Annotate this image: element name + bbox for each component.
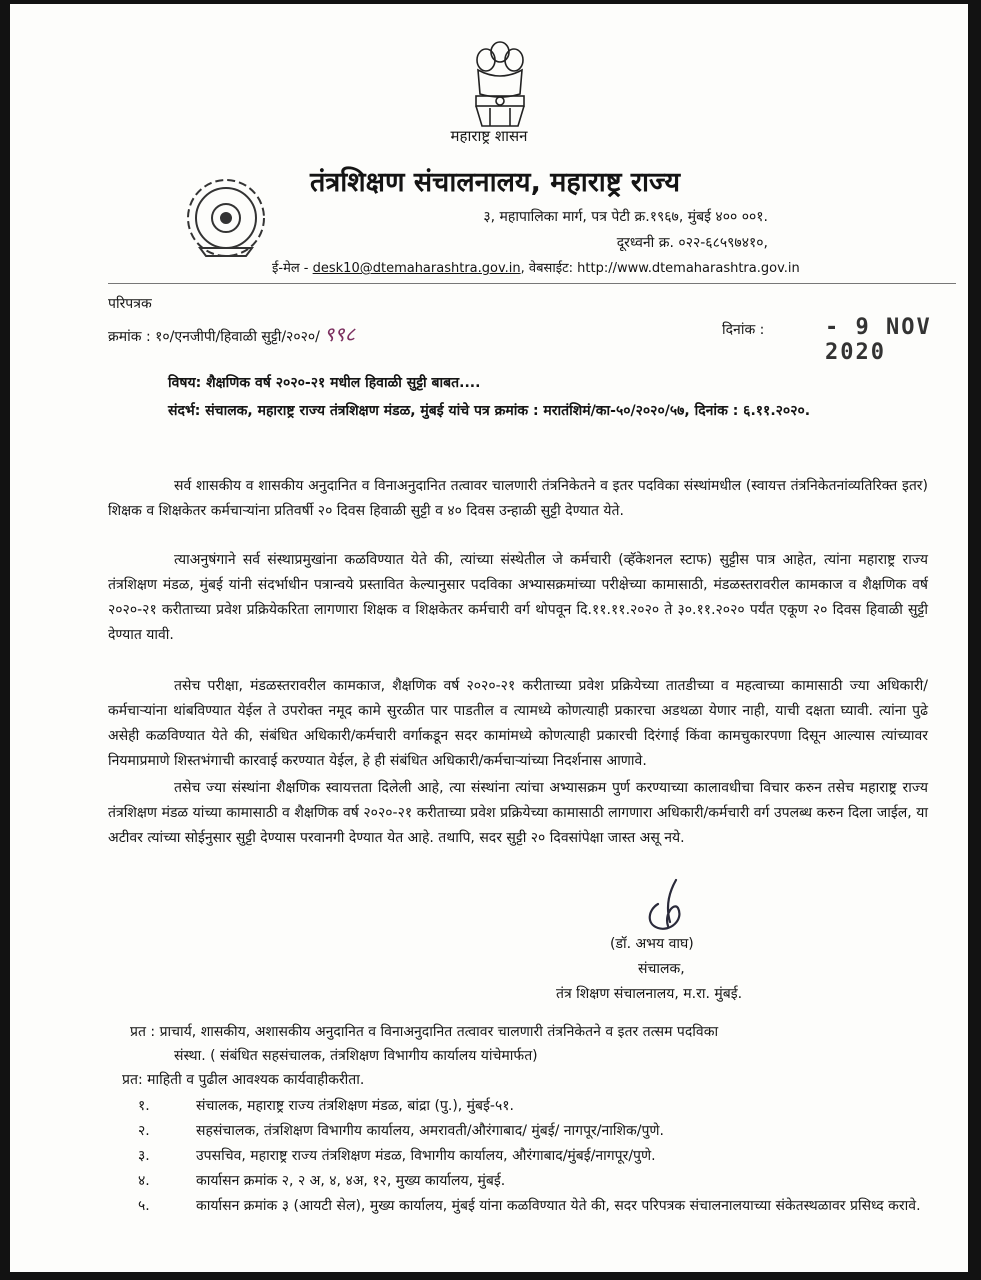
date-label: दिनांक :	[722, 322, 765, 338]
website-link[interactable]: http://www.dtemaharashtra.gov.in	[577, 261, 800, 276]
list-item-text: उपसचिव, महाराष्ट्र राज्य तंत्रशिक्षण मंडळ, विभागीय कार्यालय, औरंगाबाद/मुंबई/नागपूर/पुणे.	[196, 1148, 656, 1164]
copy-to-line-1: प्रत : प्राचार्य, शासकीय, अशासकीय अनुदानित व विनाअनुदानित तत्वावर चालणारी तंत्रनिकेतने व इतर तत्सम पदविका	[130, 1024, 719, 1040]
list-item-number: ४.	[138, 1173, 150, 1189]
date-stamp: - 9 NOV 2020	[825, 315, 932, 365]
reference-number-text: क्रमांक : १०/एनजीपी/हिवाळी सुट्टी/२०२०/	[108, 329, 320, 345]
copy-to-block	[130, 1020, 920, 1068]
signatory-name: (डॉ. अभय वाघ)	[610, 936, 694, 952]
national-emblem-icon	[462, 38, 538, 138]
body-paragraph-4: तसेच ज्या संस्थांना शैक्षणिक स्वायत्तता दिलेली आहे, त्या संस्थांना त्यांचा अभ्यासक्रम पुर्ण करण्याच्या कालावधीचा विचार करुन तसेच महाराष्ट्र राज्य तंत्रशिक्षण मंडळ यांच्या कामासाठी व शैक्षणिक वर्ष २०२०-२१ करीताच्या प्रवेश प्रक्रियेच्या कामासाठी लागणारा अधिकारी/कर्मचारी वर्ग उपलब्ध करुन दिला जाईल, या अटीवर त्यांच्या सोईनुसार सुट्टी देण्यास परवानगी देण्यात येत आहे. तथापि, सदर सुट्टी २० दिवसांपेक्षा जास्त असू नये.	[108, 780, 928, 846]
list-item-number: ३.	[138, 1148, 150, 1164]
list-item-text: कार्यासन क्रमांक २, २ अ, ४, ४अ, १२, मुख्य कार्यालय, मुंबई.	[196, 1173, 506, 1189]
list-item-text: सहसंचालक, तंत्रशिक्षण विभागीय कार्यालय, अमरावती/औरंगाबाद/ मुंबई/ नागपूर/नाशिक/पुणे.	[196, 1123, 664, 1139]
circular-label: परिपत्रक	[108, 296, 152, 312]
reference-line: संदर्भ: संचालक, महाराष्ट्र राज्य तंत्रशिक्षण मंडळ, मुंबई यांचे पत्र क्रमांक : मरातंशिमं/का-५०/२०२०/५७, दिनांक : ६.११.२०२०.	[168, 403, 811, 419]
contact-line	[272, 258, 800, 276]
letter-page	[10, 4, 968, 1272]
list-item-number: १.	[138, 1098, 150, 1114]
subject-line: विषय: शैक्षणिक वर्ष २०२०-२१ मधील हिवाळी सुट्टी बाबत....	[168, 375, 481, 391]
email-label: ई-मेल -	[272, 261, 313, 276]
reference-number	[108, 320, 355, 347]
list-item-text: कार्यासन क्रमांक ३ (आयटी सेल), मुख्य कार्यालय, मुंबई यांना कळविण्यात येते की, सदर परिपत्रक संचालनालयाच्या संकेतस्थळावर प्रसिध्द करावे.	[196, 1198, 921, 1214]
handwritten-number: ९९८	[323, 322, 356, 346]
phone-line: दूरध्वनी क्र. ०२२-६८५९७४१०,	[616, 235, 768, 251]
list-item	[108, 1169, 928, 1194]
signatory-title: संचालक,	[638, 961, 685, 977]
signatory-office: तंत्र शिक्षण संचालनालय, म.रा. मुंबई.	[556, 986, 743, 1002]
address-line: ३, महापालिका मार्ग, पत्र पेटी क्र.१९६७, मुंबई ४०० ००१.	[483, 209, 768, 225]
list-item	[108, 1119, 928, 1144]
list-item	[108, 1094, 928, 1119]
list-item	[108, 1144, 928, 1169]
header-divider	[108, 283, 956, 284]
email-link[interactable]: desk10@dtemaharashtra.gov.in	[312, 261, 521, 276]
body-paragraph-1: सर्व शासकीय व शासकीय अनुदानित व विनाअनुदानित तत्वावर चालणारी तंत्रनिकेतने व इतर पदविका संस्थांमधील (स्वायत्त तंत्रनिकेतनांव्यतिरिक्त इतर) शिक्षक व शिक्षकेतर कर्मचाऱ्यांना प्रतिवर्षी २० दिवस हिवाळी सुट्टी व ४० दिवस उन्हाळी सुट्टी देण्यात येते.	[108, 478, 928, 519]
body-paragraph-3: तसेच परीक्षा, मंडळस्तरावरील कामकाज, शैक्षणिक वर्ष २०२०-२१ करीताच्या प्रवेश प्रक्रियेच्या तातडीच्या व महत्वाच्या कामासाठी ज्या अधिकारी/कर्मचाऱ्यांना थांबविण्यात येईल ते उपरोक्त नमूद कामे सुरळीत पार पाडतील व त्यामध्ये कोणत्याही प्रकारचा अडथळा येणार नाही, याची दक्षता घ्यावी. त्यांना पुढे असेही कळविण्यात येते की, संबंधित अधिकारी/कर्मचारी वर्गाकडून सदर कामांमध्ये कोणत्याही प्रकारची दिरंगाई किंवा कामचुकारपणा दिसून आल्यास त्यांच्यावर नियमाप्रमाणे शिस्तभंगाची कारवाई करण्यात येईल, हे ही संबंधित अधिकारी/कर्मचाऱ्यांच्या निदर्शनास आणावे.	[108, 678, 928, 769]
copy-to-line-2: संस्था. ( संबंधित सहसंचालक, तंत्रशिक्षण विभागीय कार्यालय यांचेमार्फत)	[174, 1048, 538, 1064]
copy-list	[108, 1094, 928, 1219]
organization-title: तंत्रशिक्षण संचालनालय, महाराष्ट्र राज्य	[310, 167, 681, 198]
organization-logo-icon	[180, 172, 272, 264]
list-item-number: २.	[138, 1123, 150, 1139]
body-paragraph-2: त्याअनुषंगाने सर्व संस्थाप्रमुखांना कळविण्यात येते की, त्यांच्या संस्थेतील जे कर्मचारी (व्हॅकेशनल स्टाफ) सुट्टीस पात्र आहेत, त्यांना महाराष्ट्र राज्य तंत्रशिक्षण मंडळ, मुंबई यांनी संदर्भाधीन पत्रान्वये प्रस्तावित केल्यानुसार पदविका अभ्यासक्रमांच्या परीक्षेच्या कामासाठी, मंडळस्तरावरील कामकाज व शैक्षणिक वर्ष २०२०-२१ करीताच्या प्रवेश प्रक्रियेकरिता लागणारा शिक्षक व शिक्षकेतर कर्मचारी वर्ग थोपवून दि.११.११.२०२० ते ३०.११.२०२० पर्यंत एकूण २० दिवस हिवाळी सुट्टी देण्यात यावी.	[108, 552, 928, 643]
list-item-number: ५.	[138, 1198, 150, 1214]
info-label: प्रत: माहिती व पुढील आवश्यक कार्यवाहीकरीता.	[122, 1072, 365, 1088]
list-item-text: संचालक, महाराष्ट्र राज्य तंत्रशिक्षण मंडळ, बांद्रा (पु.), मुंबई-५१.	[196, 1098, 514, 1114]
website-label: , वेबसाईट:	[520, 261, 578, 276]
list-item	[108, 1194, 928, 1219]
government-label: महाराष्ट्र शासन	[450, 127, 528, 145]
